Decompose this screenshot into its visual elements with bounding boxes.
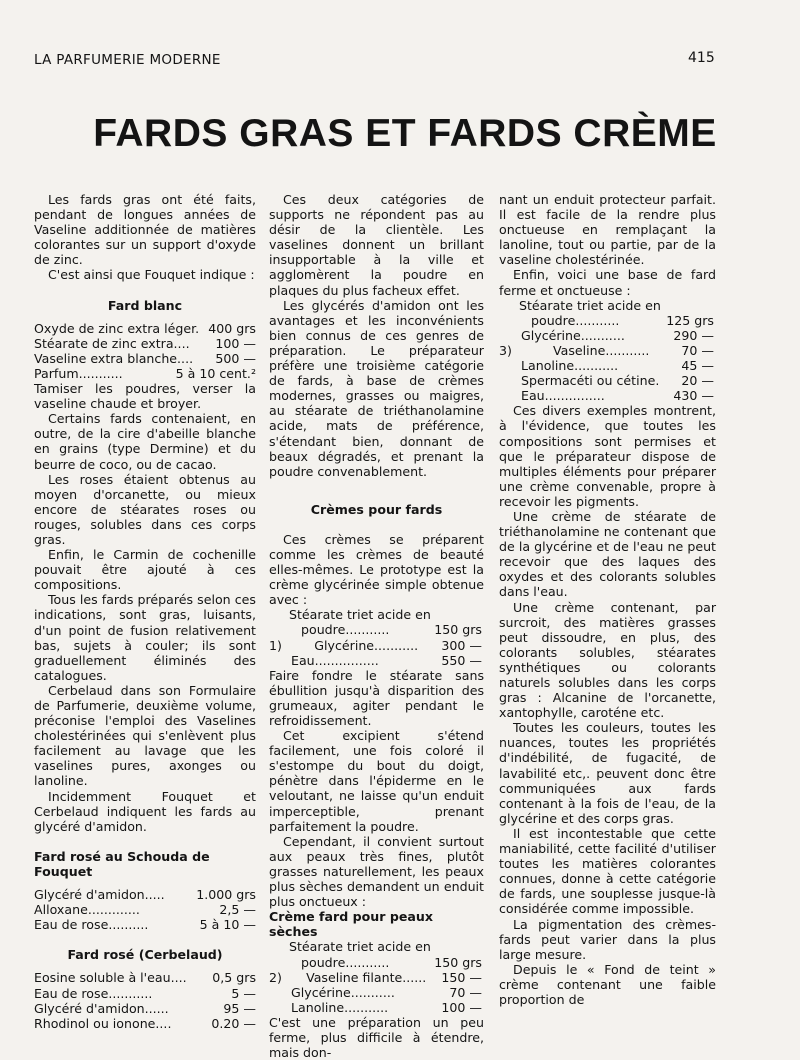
quantity: 5 à 10 — [199,917,256,933]
paragraph: Une crème contenant, par surcroit, des matières grasses peut dissoudre, en plus, des colorants solubles, stéarates synthétiques ou colorants naturels solubles dans les corps gras : Alcanine de l'orcanette, xantophylle, caroténe etc. [499,599,716,721]
recipe-line [269,985,484,1000]
ingredient: Glycéré d'amidon..... [34,887,165,903]
paragraph: Enfin, voici une base de fard ferme et onctueuse : [499,267,716,298]
ingredient: Parfum........... [34,365,123,381]
quantity: 45 — [681,358,714,374]
recipe-line [34,336,256,351]
recipe-line [34,902,256,917]
ingredient: Rhodinol ou ionone.... [34,1015,172,1031]
recipe-line [269,955,484,970]
quantity: 150 grs [434,622,482,638]
paragraph: Une crème de stéarate de triéthanolamine ne contenant que de la glycérine et de l'eau ne peut recevoir que des laques des oxydes et des colorants solubles dans l'eau. [499,508,716,600]
paragraph: Les glycérés d'amidon ont les avantages et les inconvénients bien connus de ces genres de préparation. Le préparateur préfère une troisième catégorie de fards, à base de crèmes modernes, grasses ou maigres, au stéarate de triéthanolamine acide, mats de préférence, s'étendant bien, donnant de beaux dégradés, et prenant la poudre convenablement. [269,297,484,479]
page-number: 415 [688,50,715,66]
ingredient: Eau............... [521,388,605,404]
recipe-line [269,622,484,637]
paragraph: nant un enduit protecteur parfait. Il est facile de la rendre plus onctueuse en remplaçant la lanoline, tout ou partie, par de la vaseline cholestérinée. [499,192,716,268]
formula-number: 2) [269,969,282,985]
quantity: 550 — [441,652,482,668]
paragraph: Les fards gras ont été faits, pendant de longues années de Vaseline additionnée de matières colorantes sur un support d'oxyde de zinc. [34,192,256,268]
ingredient: Vaseline........... [552,342,650,358]
quantity: 0,5 grs [212,970,256,986]
quantity: 150 grs [434,954,482,970]
ingredient: Eau................ [291,652,379,668]
recipe-fard-blanc [34,321,256,381]
section-heading: Crèmes pour fards [310,501,443,517]
quantity: 125 grs [666,312,714,328]
recipe-line [499,388,716,403]
quantity: 70 — [449,984,482,1000]
running-head: LA PARFUMERIE MODERNE [34,52,221,68]
recipe-1 [269,622,484,667]
recipe-line [34,986,256,1001]
ingredient: Spermacéti ou cétine. [521,373,660,389]
recipe-line [34,887,256,902]
recipe-line [34,970,256,985]
recipe-line [499,373,716,388]
quantity: 100 — [215,335,256,351]
recipe-line [34,321,256,336]
quantity: 20 — [681,373,714,389]
recipe-line [34,917,256,932]
recipe-heading: Fard blanc [107,297,183,313]
formula-number: 1) [269,637,282,653]
recipe-line [499,358,716,373]
paragraph: Ces crèmes se préparent comme les crèmes de beauté elles-mêmes. Le prototype est la crème glycérinée simple obtenue avec : [269,531,484,608]
paragraph: Ces deux catégories de supports ne répondent pas au désir de la clientèle. Les vaselines donnent un brillant insupportable à la ville et agglomèrent la poudre en plaques du plus facheux effet. [269,192,484,298]
ingredient: Glycéré d'amidon...... [34,1000,169,1016]
column-2 [269,192,484,1060]
paragraph: Depuis le « Fond de teint » crème contenant une faible proportion de [499,961,716,1007]
column-3 [499,192,716,1007]
quantity: 100 — [441,999,482,1015]
ingredient: Stéarate de zinc extra.... [34,335,190,351]
paragraph: Ces divers exemples montrent, à l'évidence, que toutes les compositions sont permises et que le préparateur dispose de multiples éléments pour préparer une crème convenable, propre à recevoir les pigments. [499,403,716,509]
quantity: 150 — [441,969,482,985]
quantity: 400 grs [208,320,256,336]
recipe-line [269,653,484,668]
recipe-3 [499,313,716,404]
recipe-fard-cerbelaud [34,970,256,1030]
recipe-line: Stéarate triet acide en [519,297,661,313]
ingredient: Alloxane............. [34,902,140,918]
quantity: 500 — [215,350,256,366]
quantity: 430 — [673,388,714,404]
quantity: 2,5 — [219,902,256,918]
ingredient: Lanoline........... [521,358,619,374]
quantity: 0.20 — [211,1015,256,1031]
recipe-line [499,313,716,328]
ingredient: poudre........... [531,312,620,328]
paragraph: C'est une préparation un peu ferme, plus difficile à étendre, mais don- [269,1014,484,1060]
recipe-line [269,970,484,985]
recipe-line [269,638,484,653]
paragraph: Cerbelaud dans son Formulaire de Parfumerie, deuxième volume, préconise l'emploi des Vaselines cholestérinées qui s'enlèvent plus facilement au lavage que les vaselines pures, axonges ou lanoline. [34,682,256,789]
quantity: 5 à 10 cent.² [175,365,256,381]
recipe-2 [269,955,484,1015]
paragraph: Tamiser les poudres, verser la vaseline chaude et broyer. [34,381,256,412]
ingredient: Lanoline........... [291,999,389,1015]
paragraph: Cet excipient s'étend facilement, une fois coloré il s'estompe du bout du doigt, pénètre dans l'épiderme en le veloutant, ne laisse qu'un enduit imperceptible, prenant parfaitement la poudre. [269,728,484,834]
recipe-line [269,1000,484,1015]
paragraph: Faire fondre le stéarate sans ébullition jusqu'à disparition des grumeaux, agiter pendant le refroidissement. [269,667,484,728]
paragraph: C'est ainsi que Fouquet indique : [48,267,255,283]
article-title: FARDS GRAS ET FARDS CRÈME [93,112,717,155]
column-1 [34,192,256,1031]
ingredient: Vaseline extra blanche.... [34,350,194,366]
paragraph: Incidemment Fouquet et Cerbelaud indiquent les fards au glycéré d'amidon. [34,788,256,834]
paragraph: Enfin, le Carmin de cochenille pouvait être ajouté à ces compositions. [34,547,256,593]
quantity: 95 — [223,1000,256,1016]
formula-number: 3) [499,342,512,358]
ingredient: poudre........... [301,954,390,970]
recipe-line [34,366,256,381]
paragraph: Toutes les couleurs, toutes les nuances, toutes les propriétés d'indébilité, de fugacité, de lavabilité etc,. peuvent donc être communiquées aux fards contenant à la fois de l'eau, de la glycérine et des corps gras. [499,720,716,826]
recipe-heading: Crème fard pour peaux sèches [269,909,434,940]
quantity: 5 — [231,985,256,1001]
paragraph: La pigmentation des crèmes-fards peut varier dans la plus large mesure. [499,916,716,962]
paragraph: Les roses étaient obtenus au moyen d'orcanette, ou mieux encore de stéarates roses ou rouges, solubles dans ces corps gras. [34,471,256,547]
quantity: 290 — [673,327,714,343]
recipe-heading: Fard rosé (Cerbelaud) [67,947,223,963]
ingredient: Eau de rose........... [34,985,153,1001]
ingredient: Eau de rose.......... [34,917,149,933]
recipe-line: Stéarate triet acide en [289,939,431,955]
paragraph: Cependant, il convient surtout aux peaux très fines, plutôt grasses naturellement, les peaux plus sèches demandent un enduit plus onctueux : [269,833,484,910]
recipe-line [34,351,256,366]
ingredient: Eosine soluble à l'eau.... [34,970,187,986]
ingredient: poudre........... [301,622,390,638]
recipe-line: Stéarate triet acide en [289,607,431,623]
recipe-line [34,1016,256,1031]
ingredient: Glycérine........... [314,637,419,653]
recipe-heading: Fard rosé au Schouda de Fouquet [34,848,210,879]
quantity: 300 — [441,637,482,653]
recipe-line [499,343,716,358]
ingredient: Glycérine........... [291,984,395,1000]
recipe-line [499,328,716,343]
ingredient: Glycérine........... [521,327,625,343]
paragraph: Certains fards contenaient, en outre, de la cire d'abeille blanche en grains (type Dermine) et du beurre de coco, ou de cacao. [34,411,256,472]
paragraph: Il est incontestable que cette maniabilité, cette facilité d'utiliser toutes les matières colorantes connues, donne à cette catégorie de fards, une souplesse jusque-là considérée comme impossible. [499,825,716,917]
quantity: 1.000 grs [196,887,256,903]
recipe-fard-schouda [34,887,256,932]
ingredient: Vaseline filante...... [306,969,427,985]
paragraph: Tous les fards préparés selon ces indications, sont gras, luisants, d'un point de fusion relativement bas, sujets à couler; ils sont graduellement éliminés des catalogues. [34,592,256,683]
quantity: 70 — [681,342,714,358]
ingredient: Oxyde de zinc extra léger. [34,320,200,336]
recipe-line [34,1001,256,1016]
